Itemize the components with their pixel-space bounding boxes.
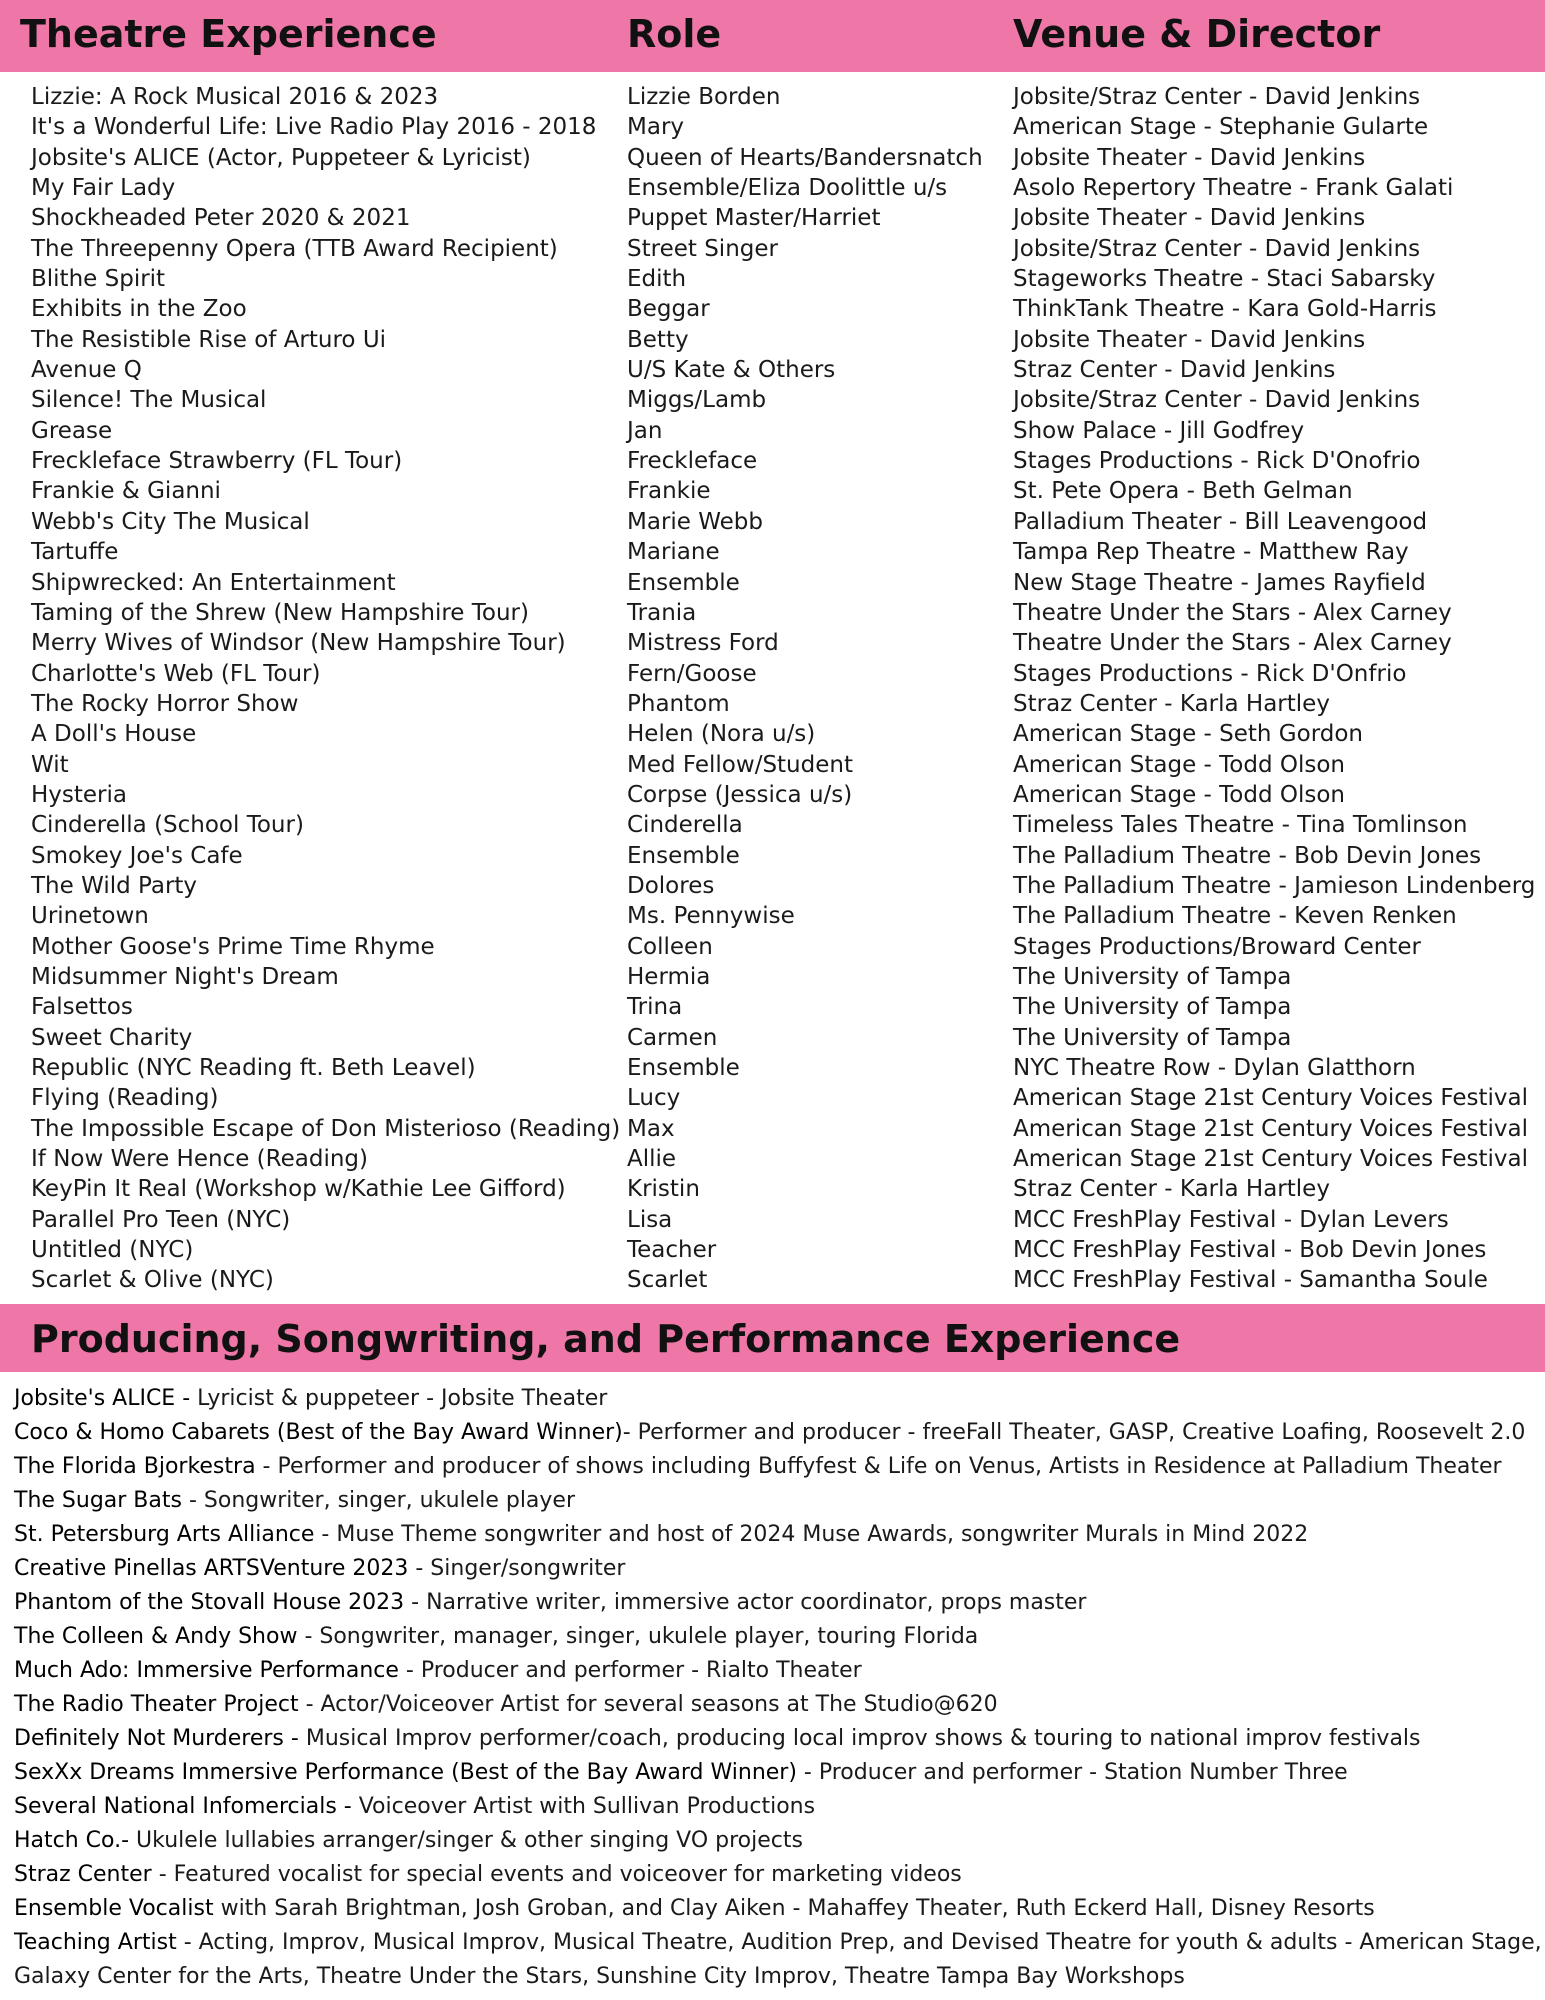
venue-cell: Jobsite/Straz Center - David Jenkins: [1013, 84, 1421, 110]
venue-cell: The Palladium Theatre - Bob Devin Jones: [1013, 842, 1482, 869]
show-cell: Republic (NYC Reading ft. Beth Leavel): [31, 1055, 476, 1081]
venue-cell: The Palladium Theatre - Keven Renken: [1013, 903, 1457, 930]
role-cell: Betty: [627, 326, 689, 353]
role-cell: Carmen: [627, 1024, 718, 1051]
venue-cell: Stageworks Theatre - Staci Sabarsky: [1013, 266, 1436, 293]
role-cell: Edith: [627, 266, 687, 293]
venue-cell: American Stage - Seth Gordon: [1013, 721, 1363, 748]
producing-item-detail: - Singer/songwriter: [408, 1556, 626, 1581]
show-cell: It's a Wonderful Life: Live Radio Play 2016 - 2018: [31, 114, 597, 141]
producing-item-detail: Musical Improv performer/coach, producing local improv shows & touring to national improv festivals: [298, 1726, 1421, 1751]
venue-cell: MCC FreshPlay Festival - Dylan Levers: [1013, 1206, 1449, 1233]
show-cell: Webb's City The Musical: [31, 508, 310, 535]
role-cell: U/S Kate & Others: [627, 357, 836, 384]
producing-item-detail: - Performer and producer - freeFall Theater, GASP, Creative Loafing, Roosevelt 2.0: [622, 1420, 1526, 1445]
show-column: [31, 82, 621, 1296]
producing-item-detail: - Muse Theme songwriter and host of 2024 Muse Awards, songwriter Murals in Mind 2022: [314, 1522, 1309, 1547]
producing-item: [14, 1518, 1542, 1552]
producing-item-detail: - Narrative writer, immersive actor coordinator, props master: [404, 1590, 1087, 1615]
producing-item-detail: Lyricist & puppeteer - Jobsite Theater: [190, 1386, 608, 1411]
role-cell: Freckleface: [627, 448, 758, 475]
show-cell: Taming of the Shrew (New Hampshire Tour): [31, 599, 529, 626]
producing-item-detail: Voiceover Artist with Sullivan Productions: [351, 1794, 816, 1819]
role-cell: Ensemble: [627, 1055, 740, 1081]
venue-cell: The University of Tampa: [1013, 963, 1292, 990]
show-cell: Parallel Pro Teen (NYC): [31, 1206, 291, 1233]
show-cell: Silence! The Musical: [31, 387, 267, 414]
producing-item: [14, 1858, 1542, 1892]
show-cell: The Rocky Horror Show: [31, 690, 299, 717]
role-cell: Beggar: [627, 296, 710, 323]
show-cell: Blithe Spirit: [31, 266, 166, 293]
producing-item-name: Hatch Co.-: [14, 1828, 130, 1853]
producing-item: [14, 1620, 1542, 1654]
show-cell: Smokey Joe's Cafe: [31, 842, 243, 869]
producing-item: [14, 1824, 1542, 1858]
role-cell: Corpse (Jessica u/s): [627, 781, 853, 808]
role-column-heading: Role: [627, 12, 722, 56]
role-cell: Med Fellow/Student: [627, 751, 853, 778]
venue-cell: Stages Productions - Rick D'Onfrio: [1013, 660, 1407, 687]
producing-item-name: SexXx Dreams Immersive Performance (Best of the Bay Award Winner): [14, 1760, 797, 1785]
show-cell: Sweet Charity: [31, 1024, 193, 1051]
show-cell: KeyPin It Real (Workshop w/Kathie Lee Gifford): [31, 1176, 566, 1203]
venue-cell: Jobsite Theater - David Jenkins: [1013, 205, 1366, 232]
show-cell: If Now Were Hence (Reading): [31, 1146, 368, 1173]
venue-director-column: [1013, 82, 1543, 1296]
producing-item: [14, 1722, 1542, 1756]
producing-item-detail: - Featured vocalist for special events and voiceover for marketing videos: [151, 1862, 962, 1887]
role-cell: Puppet Master/Harriet: [627, 205, 881, 232]
producing-item: [14, 1926, 1542, 1993]
role-cell: Jan: [627, 417, 663, 444]
producing-item: [14, 1484, 1542, 1518]
producing-item: [14, 1586, 1542, 1620]
role-cell: Lizzie Borden: [627, 84, 781, 110]
role-cell: Hermia: [627, 963, 711, 990]
show-cell: Merry Wives of Windsor (New Hampshire Tour): [31, 630, 566, 657]
venue-cell: Tampa Rep Theatre - Matthew Ray: [1013, 539, 1409, 566]
venue-cell: American Stage 21st Century Voices Festival: [1013, 1115, 1528, 1142]
venue-cell: Jobsite/Straz Center - David Jenkins: [1013, 235, 1421, 262]
show-cell: Freckleface Strawberry (FL Tour): [31, 448, 403, 475]
show-cell: Untitled (NYC): [31, 1237, 194, 1264]
producing-item-name: Coco & Homo Cabarets (Best of the Bay Award Winner): [14, 1420, 623, 1445]
show-cell: Mother Goose's Prime Time Rhyme: [31, 933, 435, 960]
role-cell: Fern/Goose: [627, 660, 757, 687]
role-cell: Ensemble: [627, 569, 740, 596]
show-cell: Wit: [31, 751, 69, 778]
venue-director-column-heading: Venue & Director: [1013, 12, 1381, 56]
producing-item-detail: - Songwriter, singer, ukulele player: [181, 1488, 576, 1513]
role-cell: Cinderella: [627, 812, 743, 839]
venue-cell: MCC FreshPlay Festival - Samantha Soule: [1013, 1267, 1488, 1294]
producing-item-name: Teaching Artist: [14, 1930, 177, 1955]
venue-cell: Jobsite Theater - David Jenkins: [1013, 326, 1366, 353]
producing-item: [14, 1790, 1542, 1824]
producing-item: [14, 1892, 1542, 1926]
producing-item-detail: - Producer and performer - Station Number Three: [796, 1760, 1348, 1785]
producing-item-name: Definitely Not Murderers -: [14, 1726, 299, 1751]
show-cell: My Fair Lady: [31, 175, 176, 202]
venue-cell: New Stage Theatre - James Rayfield: [1013, 569, 1426, 596]
venue-cell: ThinkTank Theatre - Kara Gold-Harris: [1013, 296, 1437, 323]
venue-cell: Show Palace - Jill Godfrey: [1013, 417, 1305, 444]
show-cell: The Wild Party: [31, 872, 198, 899]
venue-cell: Asolo Repertory Theatre - Frank Galati: [1013, 175, 1454, 202]
role-cell: Mistress Ford: [627, 630, 779, 657]
venue-cell: Straz Center - Karla Hartley: [1013, 1176, 1330, 1203]
venue-cell: MCC FreshPlay Festival - Bob Devin Jones: [1013, 1237, 1487, 1264]
producing-item-detail: Ukulele lullabies arranger/singer & other singing VO projects: [129, 1828, 803, 1853]
venue-cell: American Stage - Todd Olson: [1013, 751, 1345, 778]
show-cell: Shipwrecked: An Entertainment: [31, 569, 396, 596]
show-cell: Tartuffe: [31, 539, 119, 566]
role-cell: Trania: [627, 599, 697, 626]
show-cell: The Resistible Rise of Arturo Ui: [31, 326, 387, 353]
producing-item-detail: - Songwriter, manager, singer, ukulele player, touring Florida: [297, 1624, 979, 1649]
role-cell: Lucy: [627, 1085, 681, 1112]
role-cell: Allie: [627, 1146, 677, 1173]
venue-cell: St. Pete Opera - Beth Gelman: [1013, 478, 1353, 505]
role-cell: Ensemble: [627, 842, 740, 869]
show-cell: Charlotte's Web (FL Tour): [31, 660, 321, 687]
producing-item-name: The Colleen & Andy Show: [14, 1624, 298, 1649]
role-cell: Teacher: [627, 1237, 717, 1264]
show-cell: Falsettos: [31, 994, 133, 1021]
producing-experience-list: [14, 1382, 1542, 1993]
role-cell: Mary: [627, 114, 685, 141]
venue-cell: American Stage - Todd Olson: [1013, 781, 1345, 808]
producing-item: [14, 1688, 1542, 1722]
venue-cell: Theatre Under the Stars - Alex Carney: [1013, 630, 1452, 657]
role-cell: Scarlet: [627, 1267, 708, 1294]
producing-item: [14, 1382, 1542, 1416]
venue-cell: Stages Productions/Broward Center: [1013, 933, 1421, 960]
producing-item: [14, 1756, 1542, 1790]
venue-cell: The University of Tampa: [1013, 994, 1292, 1021]
show-cell: Flying (Reading): [31, 1085, 219, 1112]
producing-item: [14, 1654, 1542, 1688]
role-cell: Miggs/Lamb: [627, 387, 767, 414]
producing-item-detail: with Sarah Brightman, Josh Groban, and Clay Aiken - Mahaffey Theater, Ruth Eckerd Hall, Disney Resorts: [213, 1896, 1375, 1921]
role-cell: Max: [627, 1115, 675, 1142]
venue-cell: Timeless Tales Theatre - Tina Tomlinson: [1013, 812, 1468, 839]
venue-cell: American Stage - Stephanie Gularte: [1013, 114, 1429, 141]
show-cell: Frankie & Gianni: [31, 478, 221, 505]
show-cell: Shockheaded Peter 2020 & 2021: [31, 205, 411, 232]
producing-item-name: Creative Pinellas ARTSVenture 2023: [14, 1556, 409, 1581]
show-cell: Grease: [31, 417, 113, 444]
producing-item-detail: - Acting, Improv, Musical Improv, Musical Theatre, Audition Prep, and Devised Theatre for youth & adults - American Stage, Galaxy Center for the Arts, Theatre Under the Stars, Sunshine City Improv, Theatre Tampa Bay Workshops: [14, 1930, 1542, 1989]
venue-cell: American Stage 21st Century Voices Festival: [1013, 1085, 1528, 1112]
role-cell: Mariane: [627, 539, 720, 566]
producing-item: [14, 1552, 1542, 1586]
venue-cell: The University of Tampa: [1013, 1024, 1292, 1051]
show-cell: Avenue Q: [31, 357, 142, 384]
venue-cell: The Palladium Theatre - Jamieson Lindenberg: [1013, 872, 1536, 899]
role-cell: Ms. Pennywise: [627, 903, 795, 930]
role-cell: Dolores: [627, 872, 715, 899]
role-cell: Ensemble/Eliza Doolittle u/s: [627, 175, 948, 202]
producing-experience-heading: Producing, Songwriting, and Performance Experience: [31, 1317, 1181, 1361]
role-cell: Lisa: [627, 1206, 673, 1233]
producing-item-name: Phantom of the Stovall House 2023: [14, 1590, 405, 1615]
producing-item-name: Much Ado: Immersive Performance: [14, 1658, 399, 1683]
venue-cell: Straz Center - Karla Hartley: [1013, 690, 1330, 717]
show-cell: Urinetown: [31, 903, 149, 930]
producing-item-detail: - Actor/Voiceover Artist for several seasons at The Studio@620: [298, 1692, 998, 1717]
role-column: [627, 82, 1007, 1296]
producing-item-name: The Sugar Bats: [14, 1488, 182, 1513]
producing-item-detail: - Performer and producer of shows including Buffyfest & Life on Venus, Artists in Residence at Palladium Theater: [255, 1454, 1502, 1479]
role-cell: Colleen: [627, 933, 713, 960]
theatre-experience-heading: Theatre Experience: [20, 12, 437, 56]
producing-item-name: Several National Infomercials -: [14, 1794, 352, 1819]
venue-cell: Palladium Theater - Bill Leavengood: [1013, 508, 1428, 535]
venue-cell: Jobsite/Straz Center - David Jenkins: [1013, 387, 1421, 414]
show-cell: Lizzie: A Rock Musical 2016 & 2023: [31, 84, 439, 110]
show-cell: Jobsite's ALICE (Actor, Puppeteer & Lyricist): [31, 144, 531, 171]
role-cell: Kristin: [627, 1176, 700, 1203]
show-cell: The Threepenny Opera (TTB Award Recipient): [31, 235, 558, 262]
venue-cell: Straz Center - David Jenkins: [1013, 357, 1336, 384]
show-cell: The Impossible Escape of Don Misterioso (Reading): [31, 1115, 621, 1142]
show-cell: Scarlet & Olive (NYC): [31, 1267, 274, 1294]
role-cell: Helen (Nora u/s): [627, 721, 816, 748]
producing-item-name: St. Petersburg Arts Alliance: [14, 1522, 315, 1547]
role-cell: Frankie: [627, 478, 711, 505]
producing-item-name: The Florida Bjorkestra: [14, 1454, 256, 1479]
venue-cell: American Stage 21st Century Voices Festival: [1013, 1146, 1528, 1173]
producing-item-detail: - Producer and performer - Rialto Theater: [398, 1658, 862, 1683]
producing-item: [14, 1450, 1542, 1484]
role-cell: Marie Webb: [627, 508, 763, 535]
producing-item-name: Jobsite's ALICE -: [14, 1386, 191, 1411]
show-cell: Midsummer Night's Dream: [31, 963, 339, 990]
producing-item-name: Ensemble Vocalist: [14, 1896, 214, 1921]
show-cell: Hysteria: [31, 781, 127, 808]
producing-item-name: The Radio Theater Project: [14, 1692, 299, 1717]
producing-item-name: Straz Center: [14, 1862, 152, 1887]
role-cell: Trina: [627, 994, 683, 1021]
role-cell: Queen of Hearts/Bandersnatch: [627, 144, 983, 171]
venue-cell: Jobsite Theater - David Jenkins: [1013, 144, 1366, 171]
venue-cell: NYC Theatre Row - Dylan Glatthorn: [1013, 1055, 1416, 1081]
producing-item: [14, 1416, 1542, 1450]
role-cell: Phantom: [627, 690, 730, 717]
role-cell: Street Singer: [627, 235, 778, 262]
venue-cell: Stages Productions - Rick D'Onofrio: [1013, 448, 1421, 475]
venue-cell: Theatre Under the Stars - Alex Carney: [1013, 599, 1452, 626]
show-cell: Cinderella (School Tour): [31, 812, 304, 839]
show-cell: A Doll's House: [31, 721, 197, 748]
show-cell: Exhibits in the Zoo: [31, 296, 247, 323]
